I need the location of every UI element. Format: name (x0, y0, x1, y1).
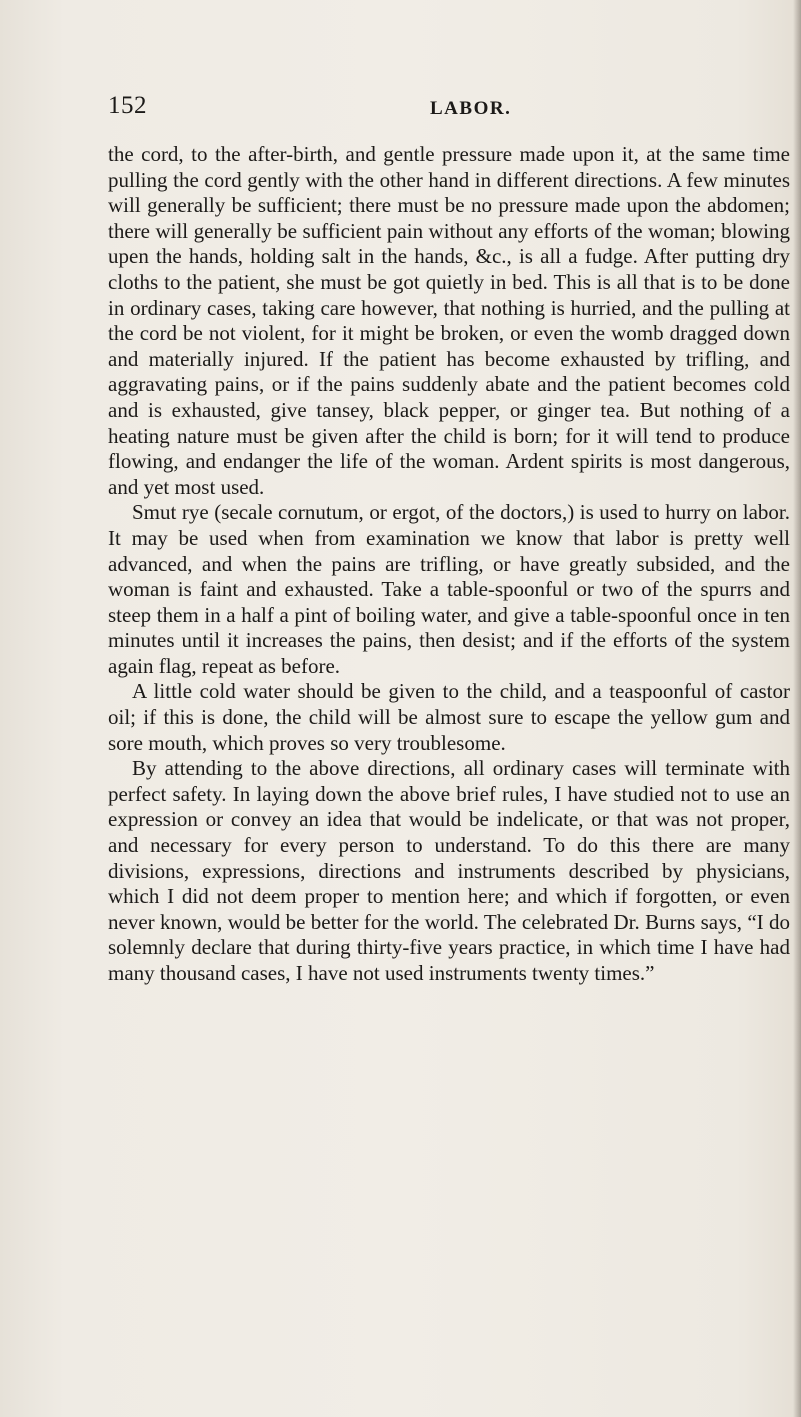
page-number: 152 (108, 92, 147, 119)
paragraph-afterbirth: the cord, to the after-birth, and gentle pressure made upon it, at the same time pulling the cord gently with the other hand in different directions. A few minutes will generally be sufficient; there must be no pressure made upon the abdomen; there will generally be sufficient pain without any efforts of the woman; blowing upen the hands, holding salt in the hands, &c., is all a fudge. After putting dry cloths to the patient, she must be got quietly in bed. This is all that is to be done in ordinary cases, taking care however, that nothing is hurried, and the pulling at the cord be not violent, for it might be broken, or even the womb dragged down and materially injured. If the patient has become exhausted by trifling, and aggravating pains, or if the pains suddenly abate and the patient becomes cold and is exhausted, give tansey, black pepper, or ginger tea. But nothing of a heating nature must be given after the child is born; for it will tend to produce flowing, and endanger the life of the woman. Ardent spirits is most dangerous, and yet most used. (108, 142, 790, 499)
page-header (108, 92, 790, 126)
page-edge-shadow (793, 0, 801, 1417)
paragraph-conclusion: By attending to the above directions, all ordinary cases will terminate with perfect safety. In laying down the above brief rules, I have studied not to use an expression or convey an idea that would be indelicate, or that was not proper, and necessary for every person to understand. To do this there are many divisions, expressions, directions and instruments described by physicians, which I did not deem proper to mention here; and which if forgotten, or even never known, would be better for the world. The celebrated Dr. Burns says, “I do solemnly declare that during thirty-five years practice, in which time I have had many thousand cases, I have not used instruments twenty times.” (108, 756, 790, 985)
running-head: LABOR. (430, 98, 512, 119)
body-text (108, 142, 790, 987)
paragraph-child-care: A little cold water should be given to the child, and a teaspoonful of castor oil; if this is done, the child will be almost sure to escape the yellow gum and sore mouth, which proves so very troublesome. (108, 679, 790, 755)
paragraph-smut-rye: Smut rye (secale cornutum, or ergot, of the doctors,) is used to hurry on labor. It may be used when from examination we know that labor is pretty well advanced, and when the pains are trifling, or have greatly subsided, and the woman is faint and exhausted. Take a table-spoonful or two of the spurrs and steep them in a half a pint of boiling water, and give a table-spoonful once in ten minutes until it increases the pains, then desist; and if the efforts of the system again flag, repeat as before. (108, 500, 790, 678)
